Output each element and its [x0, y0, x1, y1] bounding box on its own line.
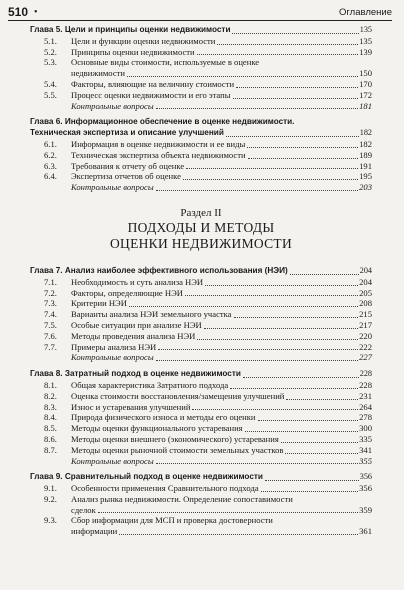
leader-dots [129, 306, 358, 307]
item-title: Методы оценки функционального устаревания [71, 423, 243, 434]
leader-dots [158, 349, 358, 350]
chapter-title: Глава 9. Сравнительный подход в оценке недвижимости [30, 472, 263, 482]
toc-item[interactable] [30, 483, 372, 494]
section-label: Раздел II [180, 206, 222, 219]
item-number: 7.3. [44, 298, 57, 309]
item-row [71, 331, 372, 342]
leader-dots [286, 399, 358, 400]
leader-dots [245, 431, 358, 432]
item-body [71, 79, 372, 90]
item-number: 6.3. [44, 160, 57, 171]
item-title: Методы оценки внешнего (экономического) устаревания [71, 433, 279, 444]
leader-dots [265, 480, 359, 481]
page-ref: 205 [359, 287, 372, 298]
item-title-line: Основные виды стоимости, используемые в оценке [71, 57, 260, 68]
item-body [71, 402, 372, 413]
item-title: Варианты анализа НЭИ земельного участка [71, 309, 232, 320]
item-body [71, 515, 372, 537]
item-body [71, 298, 372, 309]
toc-item[interactable] [30, 423, 372, 434]
item-body [71, 139, 372, 150]
item-title: Примеры анализа НЭИ [71, 341, 157, 352]
chapter-title: Глава 7. Анализ наиболее эффективного использования (НЭИ) [30, 265, 288, 275]
toc-item[interactable] [30, 139, 372, 150]
item-row [71, 342, 372, 353]
item-body [71, 171, 372, 182]
questions-label: Контрольные вопросы [71, 100, 154, 111]
item-row [71, 68, 372, 79]
item-title: Требования к отчету об оценке [71, 160, 185, 171]
leader-dots [127, 76, 358, 77]
item-body [71, 412, 372, 423]
toc-item[interactable] [30, 150, 372, 161]
toc-questions[interactable] [30, 456, 372, 467]
item-title: Техническая экспертиза объекта недвижимости [71, 149, 246, 160]
leader-dots [261, 491, 358, 492]
item-body [71, 380, 372, 391]
leader-dots [232, 33, 358, 34]
item-row [71, 150, 372, 161]
item-row [71, 298, 372, 309]
item-number: 7.7. [44, 341, 57, 352]
item-body [71, 391, 372, 402]
bullet-mark: • [34, 6, 38, 18]
page-ref: 231 [359, 390, 372, 401]
leader-dots [192, 409, 358, 410]
item-body [71, 90, 372, 101]
toc-item[interactable] [30, 445, 372, 456]
item-body [71, 320, 372, 331]
item-title: Оценка стоимости восстановления/замещения улучшений [71, 390, 285, 401]
item-title: Цели и функции оценки недвижимости [71, 35, 216, 46]
item-body [71, 331, 372, 342]
running-section-title: Оглавление [339, 6, 392, 18]
toc-chapter[interactable] [30, 25, 372, 36]
leader-dots [258, 420, 359, 421]
page-ref: 220 [359, 330, 372, 341]
toc-item[interactable] [30, 331, 372, 342]
chapter-title: Глава 8. Затратный подход в оценке недвижимости [30, 369, 241, 379]
item-number: 6.4. [44, 171, 57, 182]
toc-item[interactable] [30, 320, 372, 331]
page-ref: 182 [359, 128, 372, 138]
page-ref: 361 [359, 526, 372, 537]
item-body [71, 483, 372, 494]
toc-chapter[interactable] [30, 266, 372, 277]
page-ref: 172 [359, 89, 372, 100]
item-body [71, 445, 372, 456]
item-number: 5.1. [44, 35, 57, 46]
item-row [71, 161, 372, 172]
item-number: 5.3. [44, 57, 57, 68]
chapter-title-line [30, 117, 372, 128]
item-title: Методы оценки рыночной стоимости земельных участков [71, 444, 284, 455]
toc-item[interactable] [30, 402, 372, 413]
item-number: 7.4. [44, 309, 57, 320]
item-row [71, 505, 372, 516]
item-number: 5.2. [44, 46, 57, 57]
item-body [71, 47, 372, 58]
leader-dots [236, 87, 358, 88]
item-row [71, 412, 372, 423]
toc-item[interactable] [30, 342, 372, 353]
chapter-title: Глава 6. Информационное обеспечение в оценке недвижимости. [30, 117, 295, 127]
item-title: Природа физического износа и методы его оценки [71, 412, 256, 423]
toc-item[interactable] [30, 161, 372, 172]
leader-dots [281, 442, 358, 443]
page-ref: 135 [359, 25, 372, 34]
leader-dots [248, 158, 359, 159]
item-title: Общая характеристика Затратного подхода [71, 379, 229, 390]
leader-dots [226, 136, 359, 137]
page-ref: 222 [359, 341, 372, 352]
item-number: 8.6. [44, 433, 57, 444]
item-row [71, 391, 372, 402]
item-number: 7.5. [44, 319, 57, 330]
leader-dots [156, 360, 358, 361]
toc-chapter[interactable] [30, 117, 372, 139]
leader-dots [183, 179, 358, 180]
page-ref: 228 [359, 379, 372, 390]
page-ref: 208 [359, 298, 372, 309]
item-title: сделок [71, 504, 96, 515]
item-title: Особенности применения Сравнительного подхода [71, 483, 259, 494]
leader-dots [285, 453, 358, 454]
table-of-contents [30, 25, 372, 537]
item-body [71, 150, 372, 161]
page-ref: 135 [359, 35, 372, 46]
leader-dots [234, 317, 359, 318]
toc-item[interactable] [30, 298, 372, 309]
leader-dots [156, 190, 358, 191]
item-number: 6.2. [44, 149, 57, 160]
page-ref: 341 [359, 444, 372, 455]
item-row [71, 320, 372, 331]
item-number: 9.1. [44, 483, 57, 494]
item-title: Факторы, влияющие на величину стоимости [71, 78, 235, 89]
leader-dots [119, 534, 358, 535]
item-number: 8.2. [44, 390, 57, 401]
item-row [71, 380, 372, 391]
page-ref: 191 [359, 160, 372, 171]
item-body [71, 277, 372, 288]
section-title-line: ОЦЕНКИ НЕДВИЖИМОСТИ [109, 235, 293, 251]
leader-dots [247, 147, 358, 148]
toc-item[interactable] [30, 171, 372, 182]
item-body [71, 161, 372, 172]
questions-label: Контрольные вопросы [71, 352, 154, 363]
page-ref: 204 [359, 276, 372, 287]
leader-dots [185, 295, 358, 296]
leader-dots [233, 98, 359, 99]
page-ref: 355 [359, 455, 372, 466]
chapter-title: Техническая экспертиза и описание улучшений [30, 128, 224, 138]
toc-item[interactable] [30, 36, 372, 47]
toc-item[interactable] [30, 288, 372, 299]
item-number: 5.4. [44, 78, 57, 89]
item-body [71, 309, 372, 320]
item-body [71, 57, 372, 79]
item-number: 9.2. [44, 493, 57, 504]
page-ref: 359 [359, 504, 372, 515]
toc-item[interactable] [30, 434, 372, 445]
item-row [71, 47, 372, 58]
running-header [8, 4, 392, 21]
item-title: Методы проведения анализа НЭИ [71, 330, 196, 341]
item-title: Особые ситуации при анализе НЭИ [71, 319, 202, 330]
item-title: Экспертиза отчетов об оценке [71, 171, 181, 182]
page-ref: 264 [359, 401, 372, 412]
page-ref: 335 [359, 433, 372, 444]
item-title: Износ и устаревания улучшений [71, 401, 191, 412]
leader-dots [156, 463, 358, 464]
leader-dots [205, 285, 358, 286]
item-number: 8.4. [44, 412, 57, 423]
leader-dots [197, 54, 358, 55]
item-body [71, 434, 372, 445]
section-title-line: ПОДХОДЫ И МЕТОДЫ [127, 219, 275, 235]
item-body [71, 342, 372, 353]
item-title-line: Сбор информации для МСП и проверка достоверности [71, 515, 273, 526]
item-row [71, 36, 372, 47]
item-number: 9.3. [44, 515, 57, 526]
page-ref: 217 [359, 319, 372, 330]
toc-questions[interactable] [30, 101, 372, 112]
item-number: 5.5. [44, 89, 57, 100]
leader-dots [290, 274, 359, 275]
page-ref: 203 [359, 182, 372, 193]
page-ref: 189 [359, 149, 372, 160]
item-title-line: Анализ рынка недвижимости. Определение сопоставимости [71, 493, 293, 504]
toc-questions[interactable] [30, 182, 372, 193]
item-number: 8.5. [44, 423, 57, 434]
page-ref: 228 [359, 369, 372, 379]
leader-dots [156, 108, 358, 109]
toc-item[interactable] [30, 380, 372, 391]
page-ref: 356 [359, 483, 372, 494]
toc-item[interactable] [30, 391, 372, 402]
page-ref: 181 [359, 100, 372, 111]
item-row [71, 434, 372, 445]
toc-item[interactable] [30, 277, 372, 288]
item-body [71, 494, 372, 516]
toc-item[interactable] [30, 515, 372, 537]
page-ref: 150 [359, 68, 372, 79]
leader-dots [217, 44, 358, 45]
toc-item[interactable] [30, 90, 372, 101]
questions-label: Контрольные вопросы [71, 455, 154, 466]
item-number: 7.1. [44, 276, 57, 287]
item-row [71, 483, 372, 494]
item-title: информации [71, 526, 118, 537]
section-heading [30, 207, 372, 252]
item-body [71, 36, 372, 47]
item-title: Процесс оценки недвижимости и его этапы [71, 89, 231, 100]
chapter-title-line [30, 128, 372, 139]
item-number: 7.2. [44, 287, 57, 298]
toc-chapter[interactable] [30, 369, 372, 380]
item-row [71, 402, 372, 413]
item-row [71, 90, 372, 101]
chapter-title: Глава 5. Цели и принципы оценки недвижимости [30, 25, 231, 34]
toc-item[interactable] [30, 47, 372, 58]
toc-item[interactable] [30, 412, 372, 423]
item-row [71, 139, 372, 150]
item-body [71, 288, 372, 299]
leader-dots [98, 512, 358, 513]
page-number: 510 [8, 5, 29, 19]
page-ref: 278 [359, 412, 372, 423]
item-number: 8.1. [44, 379, 57, 390]
item-row [71, 277, 372, 288]
item-row [71, 309, 372, 320]
item-number: 6.1. [44, 138, 57, 149]
item-number: 7.6. [44, 330, 57, 341]
item-title: Необходимость и суть анализа НЭИ [71, 276, 204, 287]
toc-item[interactable] [30, 494, 372, 516]
item-title: Критерии НЭИ [71, 298, 127, 309]
page-ref: 300 [359, 423, 372, 434]
page-ref: 182 [359, 138, 372, 149]
page-ref: 204 [359, 265, 372, 275]
item-title: Принципы оценки недвижимости [71, 46, 195, 57]
page-ref: 139 [359, 46, 372, 57]
toc-item[interactable] [30, 57, 372, 79]
toc-item[interactable] [30, 79, 372, 90]
item-row [71, 526, 372, 537]
item-row [71, 445, 372, 456]
leader-dots [197, 339, 358, 340]
toc-questions[interactable] [30, 352, 372, 363]
item-number: 8.7. [44, 444, 57, 455]
item-row [71, 171, 372, 182]
toc-chapter[interactable] [30, 472, 372, 483]
item-body [71, 423, 372, 434]
questions-label: Контрольные вопросы [71, 182, 154, 193]
page-ref: 227 [359, 352, 372, 363]
leader-dots [243, 377, 359, 378]
page-ref: 170 [359, 78, 372, 89]
page-ref: 215 [359, 309, 372, 320]
item-title: Информация в оценке недвижимости и ее виды [71, 138, 246, 149]
item-title: недвижимости [71, 68, 125, 79]
item-row [71, 288, 372, 299]
item-number: 8.3. [44, 401, 57, 412]
toc-item[interactable] [30, 309, 372, 320]
leader-dots [186, 168, 358, 169]
item-row [71, 423, 372, 434]
page-ref: 356 [359, 472, 372, 482]
page-ref: 195 [359, 171, 372, 182]
item-row [71, 79, 372, 90]
leader-dots [230, 388, 358, 389]
leader-dots [204, 328, 358, 329]
item-title: Факторы, определяющие НЭИ [71, 287, 183, 298]
